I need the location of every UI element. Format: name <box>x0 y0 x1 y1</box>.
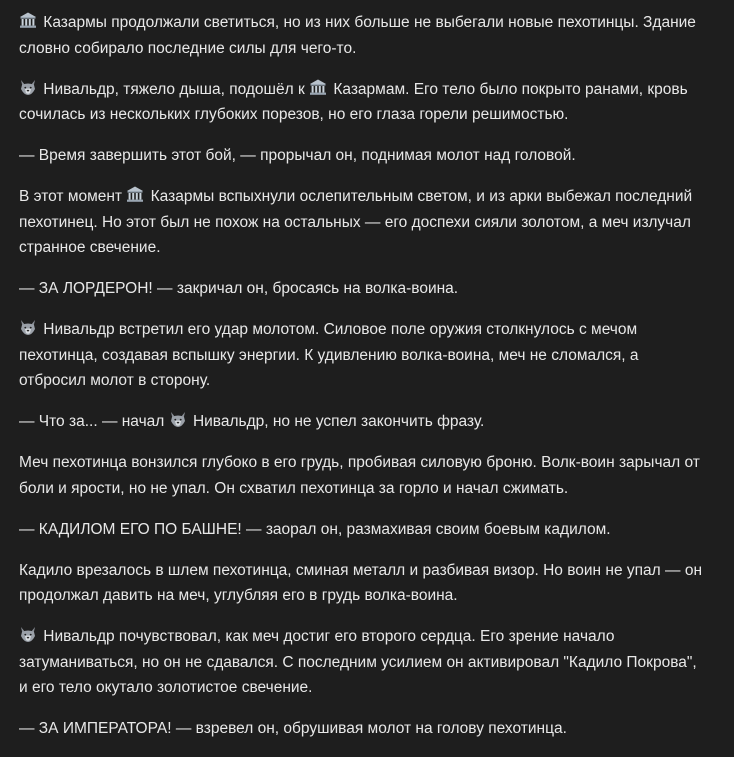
story-paragraph <box>19 624 709 701</box>
story-paragraph <box>19 558 709 609</box>
classical-building-icon <box>126 186 144 203</box>
paragraph-text: — КАДИЛОМ ЕГО ПО БАШНЕ! — заорал он, размахивая своим боевым кадилом. <box>19 520 611 538</box>
wolf-icon <box>19 79 37 96</box>
paragraph-text: В этот момент <box>19 188 127 205</box>
message-body <box>19 10 709 757</box>
classical-building-icon <box>19 12 37 29</box>
paragraph-text: — ЗА ИМПЕРАТОРА! — взревел он, обрушивая молот на голову пехотинца. <box>19 720 567 737</box>
wolf-icon <box>19 319 37 336</box>
paragraph-text: — Время завершить этот бой, — прорычал он, поднимая молот над головой. <box>19 147 576 164</box>
story-paragraph <box>19 77 709 128</box>
story-paragraph <box>19 716 709 742</box>
paragraph-text: Казармы продолжали светиться, но из них больше не выбегали новые пехотинцы. Здание словно собирало последние силы для чего-то. <box>19 14 696 57</box>
paragraph-text: Нивальдр, тяжело дыша, подошёл к <box>39 80 310 98</box>
paragraph-text: — Что за... — начал <box>19 413 169 430</box>
story-paragraph <box>19 276 709 302</box>
paragraph-text: Нивальдр, но не успел закончить фразу. <box>188 413 485 430</box>
story-paragraph <box>19 143 709 169</box>
paragraph-text: — ЗА ЛОРДЕРОН! — закричал он, бросаясь на волка-воина. <box>19 280 459 297</box>
story-paragraph <box>19 409 709 435</box>
paragraph-text: Кадило врезалось в шлем пехотинца, сминая металл и разбивая визор. Но воин не упал — он продолжал давить на меч, углубляя его в грудь волка-воина. <box>19 561 703 604</box>
wolf-icon <box>19 626 37 643</box>
paragraph-text: Нивальдр встретил его удар молотом. Силовое поле оружия столкнулось с мечом пехотинца, создавая вспышку энергии. К удивлению волка-воина, меч не сломался, а отбросил молот в сторону. <box>19 321 639 389</box>
paragraph-text: Казармам. Его тело было покрыто ранами, кровь сочилась из нескольких глубоких порезов, но его глаза горели решимостью. <box>19 80 688 123</box>
wolf-icon <box>169 411 187 428</box>
paragraph-text: Нивальдр почувствовал, как меч достиг его второго сердца. Его зрение начало затуманиваться, но он не сдавался. С последним усилием он активировал "Кадило Покрова", и его тело окутало золотистое свечение. <box>19 628 697 696</box>
paragraph-text: Меч пехотинца вонзился глубоко в его грудь, пробивая силовую броню. Волк-воин зарычал от боли и ярости, но не упал. Он схватил пехотинца за горло и начал сжимать. <box>19 454 700 497</box>
story-paragraph <box>19 10 709 61</box>
classical-building-icon <box>309 79 327 96</box>
paragraph-text: Казармы вспыхнули ослепительным светом, и из арки выбежал последний пехотинец. Но этот был не похож на остальных — его доспехи сияли золотом, а меч излучал странное свечение. <box>19 188 693 256</box>
story-paragraph <box>19 517 709 543</box>
story-paragraph <box>19 184 709 261</box>
story-paragraph <box>19 450 709 501</box>
story-paragraph <box>19 317 709 394</box>
